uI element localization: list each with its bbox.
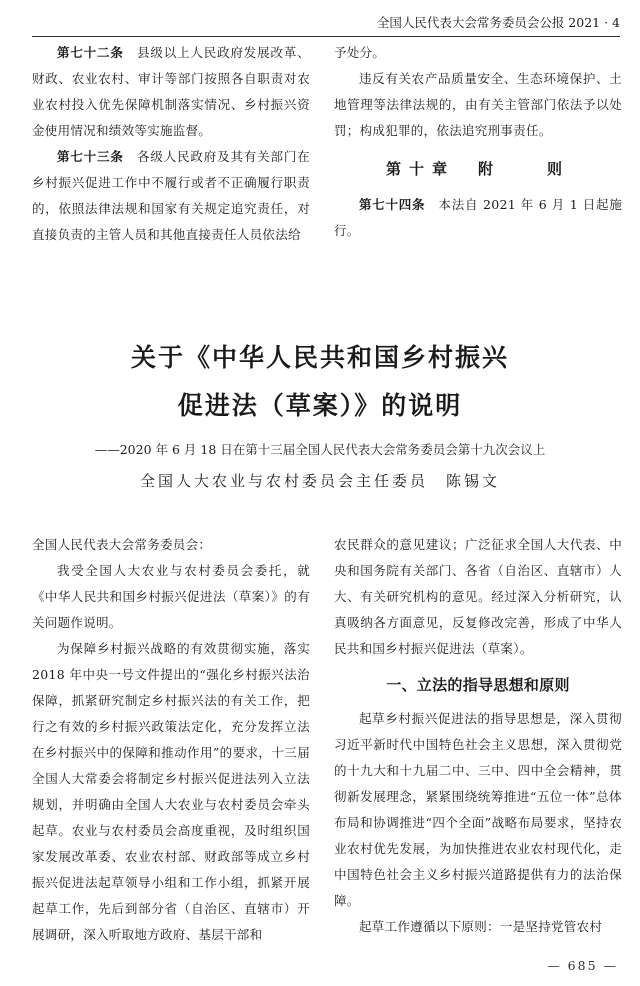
section-heading-1: 一、立法的指导思想和原则 [386,676,570,694]
doc-subtitle: ——2020 年 6 月 18 日在第十三届全国人民代表大会常务委员会第十九次会议上 [94,442,546,457]
background-paragraph: 为保障乡村振兴战略的有效贯彻实施，落实 2018 年中央一号文件提出的“强化乡村振兴法治保障，抓紧研究制定乡村振兴法的有关工作，把行之有效的乡村振兴政策法定化，充分发挥立法在乡村振兴中的保障和推动作用”的要求，十三届全国人大常委会将制定乡村振兴促进法列入立法规划，并明确由全国人大农业与农村委员会牵头起草。农业与农村委员会高度重视，及时组织国家发展改革委、农业农村部、财政部等成立乡村振兴促进法起草领导小组和工作小组，抓紧开展起草工作，先后到部分省（自治区、直辖市）开展调研，深入听取地方政府、基层干部和 [32,641,310,942]
article-73-text: 各级人民政府及其有关部门在乡村振兴促进工作中不履行或者不正确履行职责的，依照法律法规和国家有关规定追究责任，对直接负责的主管人员和其他直接责任人员依法给 [32,149,310,242]
penalty-paragraph: 违反有关农产品质量安全、生态环境保护、土地管理等法律法规的，由有关主管部门依法予以处罚；构成犯罪的，依法追究刑事责任。 [334,71,622,138]
salutation: 全国人民代表大会常务委员会： [32,537,212,552]
article-74 [334,192,622,244]
article-73-label: 第七十三条 [57,149,124,164]
intro-paragraph: 我受全国人大农业与农村委员会委托，就《中华人民共和国乡村振兴促进法（草案）》的有关问题作说明。 [32,563,310,630]
bottom-right-column [334,532,622,940]
top-left-column [32,40,310,248]
background-continuation: 农民群众的意见建议；广泛征求全国人大代表、中央和国务院有关部门、各省（自治区、直辖市）人大、有关研究机构的意见。经过深入分析研究，认真吸纳各方面意见，反复修改完善，形成了中华人民共和国乡村振兴促进法（草案）。 [334,537,622,656]
article-74-text: 本法自 2021 年 6 月 1 日起施行。 [334,197,622,238]
article-74-label: 第七十四条 [359,197,426,212]
principles-paragraph: 起草工作遵循以下原则：一是坚持党管农村 [359,919,603,934]
article-73-continuation: 予处分。 [334,45,386,60]
article-72 [32,40,310,144]
article-72-label: 第七十二条 [57,45,124,60]
doc-title-line2: 促进法（草案）》的说明 [177,391,463,420]
chapter-heading: 第十章 附 则 [385,160,570,178]
page-number: — 685 — [547,958,618,973]
page-header [32,10,620,37]
guiding-thought-paragraph: 起草乡村振兴促进法的指导思想是，深入贯彻习近平新时代中国特色社会主义思想，深入贯彻党的十九大和十九届二中、三中、四中全会精神，贯彻新发展理念，紧紧围绕统筹推进“五位一体”总体布局和协调推进“四个全面”战略布局要求，坚持农业农村优先发展，为加快推进农业农村现代化，走中国特色社会主义乡村振兴道路提供有力的法治保障。 [334,711,622,908]
header-text: 全国人民代表大会常务委员会公报 2021 · 4 [376,15,620,30]
article-72-text: 县级以上人民政府发展改革、财政、农业农村、审计等部门按照各自职责对农业农村投入优先保障机制落实情况、乡村振兴资金使用情况和绩效等实施监督。 [32,45,310,138]
doc-author: 全国人大农业与农村委员会主任委员 陈锡文 [139,472,500,490]
top-right-column [334,40,622,244]
bottom-left-column [32,532,310,948]
article-73 [32,144,310,248]
doc-title-line1: 关于《中华人民共和国乡村振兴 [130,343,509,372]
